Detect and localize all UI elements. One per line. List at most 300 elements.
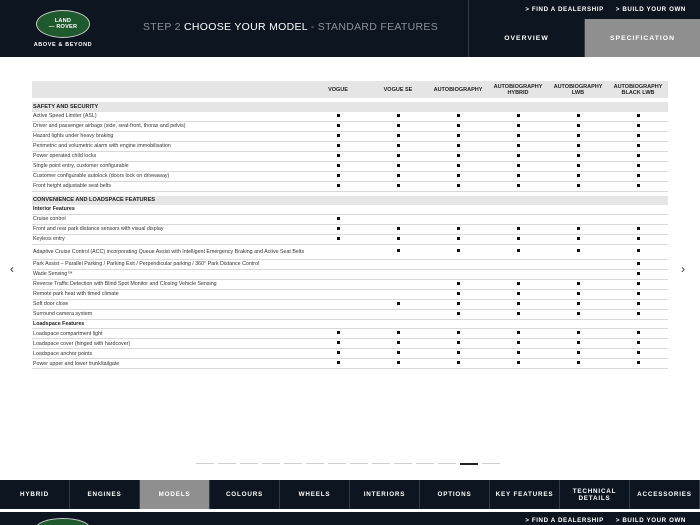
table-row [32,235,668,245]
page-title [143,21,438,33]
feature-label: Loadspace compartment light [33,330,103,337]
standard-feature-marker [457,154,460,157]
standard-feature-marker [517,184,520,187]
standard-feature-marker [337,184,340,187]
standard-feature-marker [577,331,580,334]
page-dot[interactable] [196,463,214,464]
feature-cell [488,112,548,121]
table-row [32,329,668,339]
standard-feature-marker [517,361,520,364]
standard-feature-marker [577,302,580,305]
standard-feature-marker [577,249,580,252]
tab-overview[interactable]: OVERVIEW [468,19,584,57]
standard-feature-marker [397,351,400,354]
standard-feature-marker [637,227,640,230]
feature-cell [548,349,608,358]
standard-feature-marker [637,124,640,127]
feature-cell [428,132,488,141]
standard-feature-marker [577,134,580,137]
standard-feature-marker [577,154,580,157]
table-row [32,152,668,162]
page-dot[interactable] [482,463,500,464]
standard-feature-marker [457,331,460,334]
standard-feature-marker [337,361,340,364]
feature-label: Keyless entry [33,236,65,243]
feature-cell [608,359,668,368]
subsection-header [32,205,668,215]
standard-feature-marker [397,249,400,252]
standard-feature-marker [637,351,640,354]
standard-feature-marker [337,124,340,127]
standard-feature-marker [577,144,580,147]
feature-cell [488,300,548,309]
feature-cell [608,122,668,131]
chevron-left-icon[interactable]: ‹ [10,262,14,276]
feature-cell [548,152,608,161]
page-dot[interactable] [350,463,368,464]
feature-label: Soft door close [33,301,69,308]
table-header [32,81,668,98]
feature-cell [308,152,368,161]
feature-cell [428,225,488,234]
standard-feature-marker [517,144,520,147]
feature-cell [548,247,608,256]
standard-feature-marker [637,302,640,305]
feature-label: Loadspace Features [33,321,85,328]
feature-cell [368,172,428,181]
feature-cell [548,162,608,171]
standard-feature-marker [637,237,640,240]
tab-specification[interactable]: SPECIFICATION [584,19,700,57]
feature-cell [308,182,368,191]
next-page-top-links [525,517,686,524]
standard-feature-marker [517,249,520,252]
feature-cell [548,112,608,121]
standard-feature-marker [457,361,460,364]
feature-cell [428,280,488,289]
nav-item-engines[interactable]: ENGINES [70,480,140,509]
table-row [32,142,668,152]
standard-feature-marker [457,249,460,252]
standard-feature-marker [457,237,460,240]
feature-label: Adaptive Cruise Control (ACC) incorporating Queue Assist with Intelligent Emergency Braking and Active Seat Belts [33,248,305,255]
feature-cell [368,225,428,234]
feature-cell [488,225,548,234]
standard-feature-marker [577,282,580,285]
standard-feature-marker [637,272,640,275]
feature-cell [368,152,428,161]
standard-feature-marker [337,237,340,240]
nav-item-hybrid[interactable]: HYBRID [0,480,70,509]
page-dot[interactable] [394,463,412,464]
page-dot[interactable] [240,463,258,464]
feature-label: Hazard lights under heavy braking [33,133,114,140]
feature-cell [308,122,368,131]
feature-cell [428,247,488,256]
brand-block[interactable] [0,0,126,57]
nav-item-colours[interactable]: COLOURS [210,480,280,509]
standard-feature-marker [577,361,580,364]
standard-feature-marker [637,361,640,364]
table-row [32,310,668,320]
feature-cell [548,182,608,191]
nav-item-options[interactable]: OPTIONS [420,480,490,509]
standard-feature-marker [337,164,340,167]
feature-cell [368,182,428,191]
table-row [32,245,668,260]
chevron-right-icon[interactable]: › [681,262,685,276]
standard-feature-marker [517,282,520,285]
feature-label: Front and rear park distance sensors with visual display [33,226,164,233]
feature-cell [548,300,608,309]
standard-feature-marker [397,302,400,305]
feature-cell [368,247,428,256]
feature-label: Cruise control [33,216,66,223]
standard-feature-marker [337,217,340,220]
standard-feature-marker [397,331,400,334]
feature-cell [548,225,608,234]
column-header-autobiography-hybrid: AUTOBIOGRAPHY HYBRID [493,83,543,96]
standard-feature-marker [397,124,400,127]
feature-cell [368,132,428,141]
standard-feature-marker [517,134,520,137]
nav-item-wheels[interactable]: WHEELS [280,480,350,509]
standard-feature-marker [577,227,580,230]
feature-cell [608,310,668,319]
feature-cell [608,112,668,121]
standard-feature-marker [637,184,640,187]
feature-label: Remote park heat with timed climate [33,291,119,298]
standard-feature-marker [637,282,640,285]
standard-feature-marker [397,154,400,157]
standard-feature-marker [637,134,640,137]
feature-cell [608,290,668,299]
feature-cell [608,300,668,309]
feature-cell [608,235,668,244]
feature-cell [608,339,668,348]
standard-feature-marker [457,124,460,127]
feature-cell [488,310,548,319]
feature-label: Loadspace cover (hinged with hardcover) [33,340,131,347]
feature-cell [428,290,488,299]
feature-cell [488,172,548,181]
feature-cell [608,172,668,181]
build-your-own-link[interactable]: > BUILD YOUR OWN [615,517,686,524]
feature-cell [488,162,548,171]
standard-feature-marker [337,134,340,137]
standard-feature-marker [577,164,580,167]
feature-cell [308,132,368,141]
feature-cell [488,142,548,151]
column-header-vogue-se: VOGUE SE [383,86,413,93]
standard-feature-marker [457,114,460,117]
page-dot[interactable] [460,463,478,465]
standard-feature-marker [577,351,580,354]
standard-feature-marker [457,282,460,285]
step-prefix: STEP 2 [143,21,181,33]
section-header [32,196,668,206]
bottom-navigation [0,480,700,509]
feature-cell [488,339,548,348]
standard-feature-marker [637,144,640,147]
feature-cell [488,122,548,131]
standard-feature-marker [637,164,640,167]
feature-cell [488,235,548,244]
standard-feature-marker [397,341,400,344]
standard-feature-marker [637,249,640,252]
subsection-header [32,320,668,330]
standard-feature-marker [397,144,400,147]
standard-feature-marker [457,312,460,315]
feature-cell [608,280,668,289]
feature-cell [608,247,668,256]
page-indicator [196,463,500,465]
step-title-main: CHOOSE YOUR MODEL [184,21,308,33]
nav-item-interiors[interactable]: INTERIORS [350,480,420,509]
table-row [32,132,668,142]
standard-feature-marker [397,164,400,167]
standard-feature-marker [577,174,580,177]
standard-feature-marker [337,227,340,230]
page-dot[interactable] [438,463,456,464]
table-row [32,339,668,349]
feature-cell [488,329,548,338]
column-header-autobiography: AUTOBIOGRAPHY [433,86,483,93]
build-your-own-link[interactable]: > BUILD YOUR OWN [615,6,686,13]
standard-features-table [32,81,668,369]
nav-item-models[interactable]: MODELS [140,480,210,509]
table-row [32,290,668,300]
page-dot[interactable] [218,463,236,464]
feature-cell [428,182,488,191]
feature-cell [428,152,488,161]
standard-feature-marker [637,154,640,157]
table-row [32,182,668,192]
standard-feature-marker [457,184,460,187]
feature-cell [428,235,488,244]
feature-cell [428,310,488,319]
standard-feature-marker [337,351,340,354]
standard-feature-marker [517,312,520,315]
page-dot[interactable] [416,463,434,464]
feature-cell [428,112,488,121]
feature-cell [488,290,548,299]
standard-feature-marker [457,144,460,147]
feature-cell [608,142,668,151]
standard-feature-marker [517,237,520,240]
feature-cell [308,339,368,348]
standard-feature-marker [637,341,640,344]
standard-feature-marker [517,114,520,117]
table-row [32,349,668,359]
feature-cell [308,349,368,358]
feature-label: Single point entry, customer configurable [33,163,129,170]
feature-label: Power upper and lower trunk/tailgate [33,360,120,367]
table-row [32,162,668,172]
feature-cell [368,359,428,368]
feature-cell [548,359,608,368]
standard-feature-marker [457,174,460,177]
feature-cell [308,215,368,224]
standard-feature-marker [577,312,580,315]
feature-cell [548,290,608,299]
feature-cell [548,122,608,131]
feature-cell [308,162,368,171]
logo-text: LAND — ROVER [48,17,78,30]
feature-cell [548,310,608,319]
standard-feature-marker [637,114,640,117]
standard-feature-marker [457,302,460,305]
standard-feature-marker [397,184,400,187]
feature-cell [608,152,668,161]
find-dealership-link[interactable]: > FIND A DEALERSHIP [525,517,604,524]
feature-cell [488,359,548,368]
standard-feature-marker [517,154,520,157]
feature-cell [608,270,668,279]
feature-cell [488,349,548,358]
feature-label: Interior Features [33,206,75,213]
column-header-autobiography-lwb: AUTOBIOGRAPHY LWB [553,83,603,96]
standard-feature-marker [517,292,520,295]
table-row [32,300,668,310]
standard-feature-marker [457,227,460,230]
feature-label: Wade Sensing™ [33,271,73,278]
feature-cell [428,359,488,368]
standard-feature-marker [577,341,580,344]
feature-cell [428,162,488,171]
page-dot[interactable] [372,463,390,464]
feature-cell [368,329,428,338]
feature-cell [368,349,428,358]
standard-feature-marker [337,114,340,117]
standard-feature-marker [637,292,640,295]
feature-cell [488,247,548,256]
feature-cell [548,280,608,289]
feature-cell [548,235,608,244]
top-header [0,0,700,57]
standard-feature-marker [517,227,520,230]
standard-feature-marker [457,134,460,137]
feature-label: Driver and passenger airbags (side, seat-front, thorax and pelvis) [33,123,186,130]
feature-cell [428,329,488,338]
standard-feature-marker [577,124,580,127]
feature-cell [428,349,488,358]
standard-feature-marker [337,331,340,334]
brand-tagline: ABOVE & BEYOND [33,41,93,48]
feature-cell [428,142,488,151]
standard-feature-marker [457,341,460,344]
nav-item-key-features[interactable]: KEY FEATURES [490,480,560,509]
standard-feature-marker [637,262,640,265]
column-header-autobiography-black-lwb: AUTOBIOGRAPHY BLACK LWB [613,83,663,96]
standard-feature-marker [397,227,400,230]
feature-cell [488,152,548,161]
feature-cell [368,162,428,171]
land-rover-logo[interactable] [36,10,90,38]
table-body [32,102,668,369]
feature-label: CONVENIENCE AND LOADSPACE FEATURES [33,197,156,204]
standard-feature-marker [457,292,460,295]
standard-feature-marker [397,134,400,137]
standard-feature-marker [577,184,580,187]
standard-feature-marker [517,331,520,334]
feature-label: Surround camera system [33,311,93,318]
standard-feature-marker [517,351,520,354]
section-header [32,102,668,112]
table-row [32,359,668,369]
feature-cell [428,122,488,131]
standard-feature-marker [517,302,520,305]
table-row [32,225,668,235]
feature-label: Customer configurable autolock (doors lock on driveaway) [33,173,170,180]
feature-cell [488,280,548,289]
table-row [32,270,668,280]
standard-feature-marker [577,292,580,295]
feature-cell [428,172,488,181]
feature-cell [308,172,368,181]
page-dot[interactable] [328,463,346,464]
feature-column-header [32,81,308,98]
view-tabs [468,19,700,57]
standard-feature-marker [337,144,340,147]
feature-cell [488,182,548,191]
feature-cell [368,142,428,151]
feature-label: Park Assist – Parallel Parking / Parking Exit / Perpendicular parking / 360° Park Distance Control [33,261,260,268]
table-row [32,172,668,182]
standard-feature-marker [517,164,520,167]
page-dot[interactable] [262,463,280,464]
table-row [32,280,668,290]
feature-cell [608,132,668,141]
feature-label: Active Speed Limiter (ASL) [33,113,97,120]
feature-label: SAFETY AND SECURITY [33,103,99,110]
top-links [468,0,700,19]
feature-cell [548,172,608,181]
standard-feature-marker [517,341,520,344]
feature-cell [608,182,668,191]
page-dot[interactable] [306,463,324,464]
feature-cell [608,162,668,171]
standard-feature-marker [577,114,580,117]
feature-cell [308,225,368,234]
column-header-vogue: VOGUE [328,86,348,93]
feature-cell [368,235,428,244]
standard-feature-marker [637,174,640,177]
feature-cell [368,300,428,309]
feature-cell [368,112,428,121]
feature-cell [548,132,608,141]
standard-feature-marker [517,124,520,127]
nav-item-accessories[interactable]: ACCESSORIES [630,480,700,509]
table-row [32,122,668,132]
table-row [32,260,668,270]
feature-cell [368,122,428,131]
standard-feature-marker [637,331,640,334]
find-dealership-link[interactable]: > FIND A DEALERSHIP [525,6,604,13]
page-dot[interactable] [284,463,302,464]
feature-cell [608,329,668,338]
standard-feature-marker [457,351,460,354]
feature-cell [428,300,488,309]
feature-cell [488,132,548,141]
feature-cell [608,260,668,269]
feature-label: Power operated child locks [33,153,97,160]
standard-feature-marker [337,174,340,177]
feature-cell [308,142,368,151]
nav-item-technical-details[interactable]: TECHNICAL DETAILS [560,480,630,509]
feature-cell [548,142,608,151]
feature-cell [308,235,368,244]
